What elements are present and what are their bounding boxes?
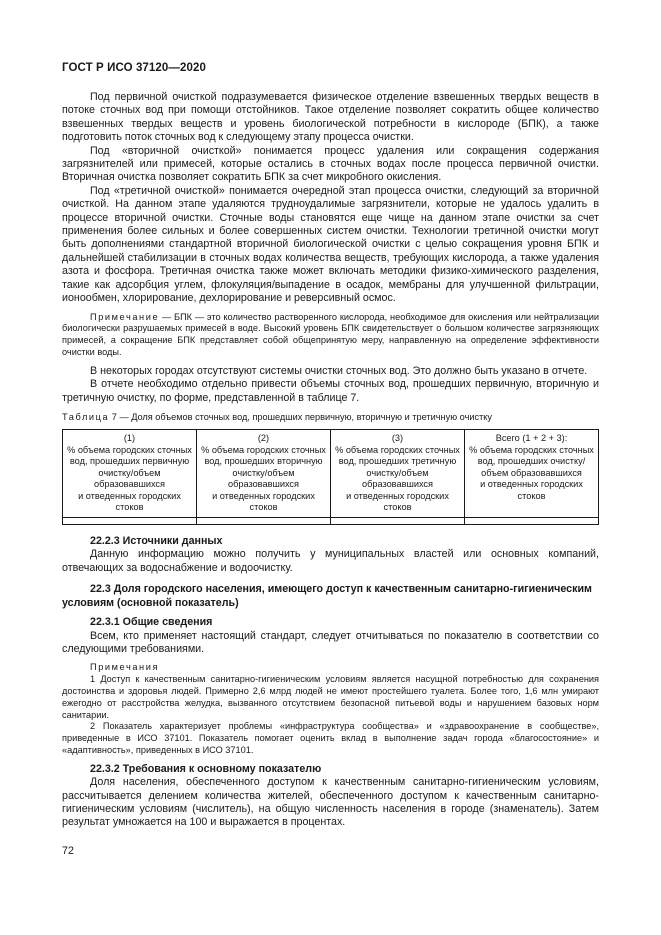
section-heading-22-3-2: 22.3.2 Требования к основному показателю <box>90 762 322 775</box>
table-cell <box>331 518 465 525</box>
paragraph-primary-treatment: Под первичной очисткой подразумевается физическое отделение взвешенных твердых веществ в потоке сточных вод при помощи отстойников. Такое отделение позволяет сократить общее количество взвешенных твердых веществ и уровень биологической потребности в кислороде (БПК), а также подготовить поток сточных вод к следующему этапу процесса очистки. <box>62 91 599 144</box>
table-cell <box>197 518 331 525</box>
paragraph-report-volumes: В отчете необходимо отдельно привести объемы сточных вод, прошедших первичную, вторичную и третичную очистку, по форме, представленной в таблице 7. <box>62 378 599 404</box>
table-label: Таблица <box>62 411 110 422</box>
table-7 <box>62 429 599 525</box>
note-1: 1 Доступ к качественным санитарно-гигиеническим условиям является насущной потребностью для сохранения достоинства и здоровья людей. Примерно 2,6 млрд людей не имеют простейшего туалета. Более того, 1,6 млн умирают ежегодно от расстройства желудка, вызванного отсутствием безопасной питьевой воды и нарушением базовых норм санитарии. <box>62 674 599 720</box>
section-heading-22-2-3: 22.2.3 Источники данных <box>90 535 223 548</box>
paragraph-calculation: Доля населения, обеспеченного доступом к качественным санитарно-гигиеническим условиям, рассчитывается делением количества жителей, обеспеченного доступом к качественным санитарно-гигиеническим условиям (числитель), на общую численность населения в городе (знаменатель). Затем результат умножается на 100 и выражается в процентах. <box>62 776 599 829</box>
note-bpk <box>62 312 599 359</box>
note-text: — БПК — это количество растворенного кислорода, необходимое для окисления или нейтрализации биологически разрушаемых примесей в воде. Высокий уровень БПК свидетельствует о большом количестве загрязняющих примесей, а сокращение БПК представляет собой общепринятую меру, направленную на определение эффективности очистки воды. <box>62 311 599 357</box>
table-header-cell: (2) % объема городских сточных вод, прошедших вторичную очистку/объем образовавшихся и отведенных городских стоков <box>197 429 331 517</box>
paragraph-reporting-requirement: Всем, кто применяет настоящий стандарт, следует отчитываться по показателю в соответствии со следующими требованиями. <box>62 629 599 655</box>
table-row <box>63 518 599 525</box>
notes-title: Примечания <box>90 662 160 673</box>
paragraph-secondary-treatment: Под «вторичной очисткой» понимается процесс удаления или сокращения содержания загрязнителей или примесей, которые остались в сточных водах после процесса первичной очистки. Вторичная очистка позволяет сократить БПК за счет микробного окисления. <box>62 144 599 184</box>
page-number: 72 <box>62 845 74 857</box>
note-label: Примечание <box>90 311 160 322</box>
paragraph-no-systems: В некоторых городах отсутствуют системы очистки сточных вод. Это должно быть указано в отчете. <box>90 364 588 377</box>
table-header-cell: (3) % объема городских сточных вод, прошедших третичную очистку/объем образовавшихся и отведенных городских стоков <box>331 429 465 517</box>
section-heading-22-3: 22.3 Доля городского населения, имеющего доступ к качественным санитарно-гигиеническим условиям (основной показатель) <box>62 583 592 609</box>
table-caption-text: 7 — Доля объемов сточных вод, прошедших первичную, вторичную и третичную очистку <box>109 411 493 422</box>
document-header: ГОСТ Р ИСО 37120—2020 <box>62 62 207 74</box>
paragraph-tertiary-treatment: Под «третичной очисткой» понимается очередной этап процесса очистки, следующий за вторичной очисткой. На данном этапе удаляются трудноудалимые загрязнители, которые не удалось удалить в процессе вторичной очистки. Сточные воды становятся еще чище на данном этапе очистки за счет применения более сильных и более совершенных систем очистки. Технологии третичной очистки могут быть дополнениями стандартной вторичной биологической очистки с целью сокращения уровня БПК и дальнейшей стабилизации в сточных водах количества веществ, требующих кислорода, а также удаления азота и фосфора. Третичная очистка также может включать методики физико-химического разделения, такие как адсорбция углем, флокуляция/выпадение в осадок, мембраны для улучшенной фильтрации, ионообмен, хлорирование, дехлорирование и реверсивный осмос. <box>62 184 599 305</box>
note-2: 2 Показатель характеризует проблемы «инфраструктура сообщества» и «здравоохранение в сообществе», приведенные в ИСО 37101. Показатель помогает оценить вклад в выполнение задач города «благосостояние» и «адаптивность», приведенных в ИСО 37101. <box>62 721 599 755</box>
table-caption <box>62 411 599 423</box>
table-cell <box>63 518 197 525</box>
document-body <box>62 91 599 830</box>
table-cell <box>465 518 599 525</box>
table-header-row <box>63 429 599 517</box>
section-heading-22-3-1: 22.3.1 Общие сведения <box>90 616 213 629</box>
table-header-cell: (1) % объема городских сточных вод, прошедших первичную очистку/объем образовавшихся и отведенных городских стоков <box>63 429 197 517</box>
table-header-cell: Всего (1 + 2 + 3): % объема городских сточных вод, прошедших очистку/объем образовавшихся и отведенных городских стоков <box>465 429 599 517</box>
paragraph-data-sources: Данную информацию можно получить у муниципальных властей или основных компаний, отвечающих за водоснабжение и водоочистку. <box>62 548 599 574</box>
